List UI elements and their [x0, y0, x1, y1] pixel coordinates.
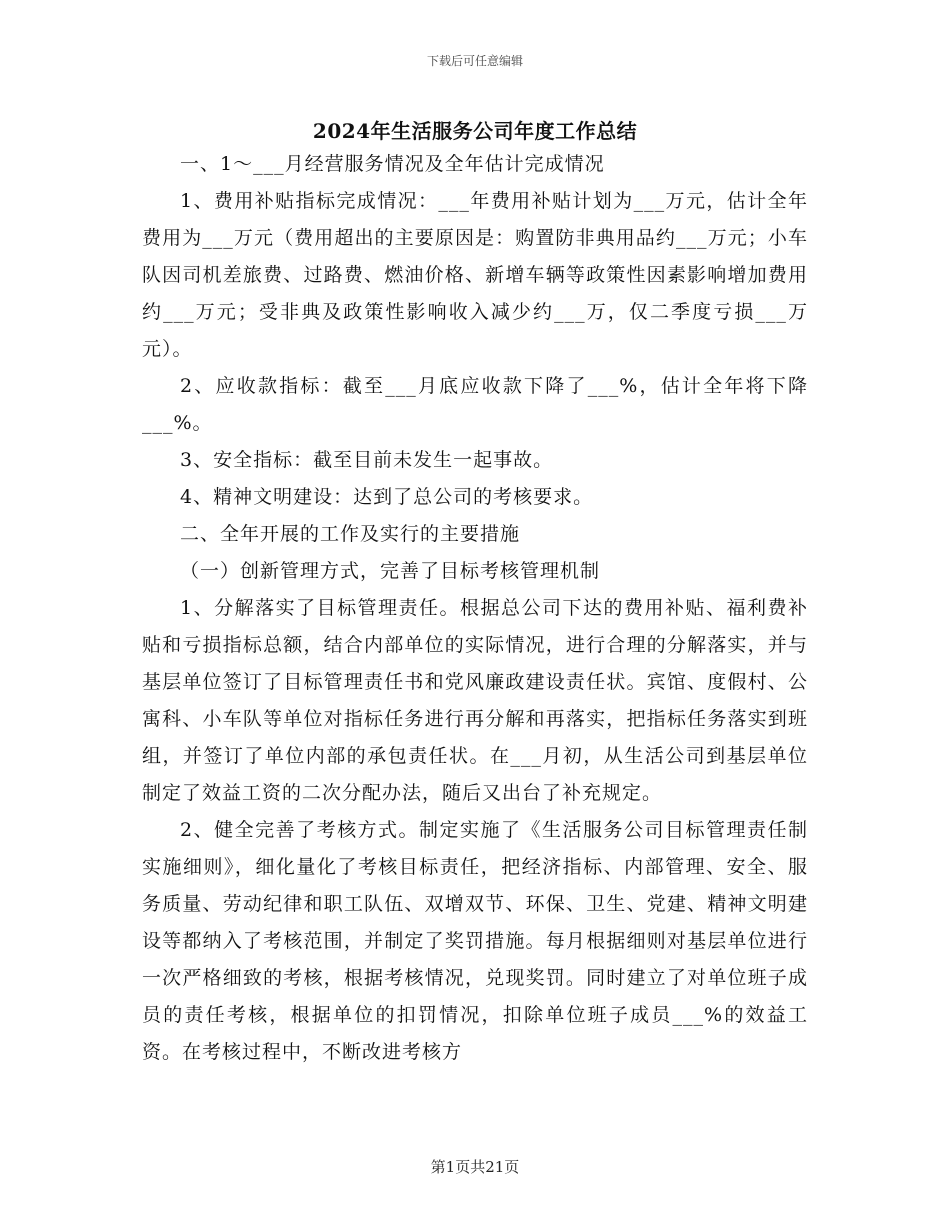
paragraph-receivables: 2、应收款指标：截至___月底应收款下降了___%，估计全年将下降___%。: [142, 375, 808, 434]
page-header-note: 下载后可任意编辑: [426, 54, 523, 68]
section-heading-2: 二、全年开展的工作及实行的主要措施: [180, 523, 521, 545]
paragraph-safety: 3、安全指标：截至目前未发生一起事故。: [180, 449, 554, 471]
paragraph-target-management: 1、分解落实了目标管理责任。根据总公司下达的费用补贴、福利费补贴和亏损指标总额，结合内部单位的实际情况，进行合理的分解落实，并与基层单位签订了目标管理责任书和党风廉政建设责任状。宾馆、度假村、公寓科、小车队等单位对指标任务进行再分解和再落实，把指标任务落实到班组，并签订了单位内部的承包责任状。在___月初，从生活公司到基层单位制定了效益工资的二次分配办法，随后又出台了补充规定。: [142, 597, 808, 804]
section-heading-1: 一、1～___月经营服务情况及全年估计完成情况: [180, 153, 605, 175]
paragraph-civilization: 4、精神文明建设：达到了总公司的考核要求。: [180, 486, 594, 508]
document-title: 2024年生活服务公司年度工作总结: [312, 119, 638, 143]
document-body: [142, 146, 808, 1071]
subsection-heading-1: （一）创新管理方式，完善了目标考核管理机制: [180, 560, 601, 582]
page-number: 第1页共21页: [430, 1158, 520, 1176]
paragraph-assessment-method: 2、健全完善了考核方式。制定实施了《生活服务公司目标管理责任制实施细则》，细化量化了考核目标责任，把经济指标、内部管理、安全、服务质量、劳动纪律和职工队伍、双增双节、环保、卫生、党建、精神文明建设等都纳入了考核范围，并制定了奖罚措施。每月根据细则对基层单位进行一次严格细致的考核，根据考核情况，兑现奖罚。同时建立了对单位班子成员的责任考核，根据单位的扣罚情况，扣除单位班子成员___%的效益工资。在考核过程中，不断改进考核方: [142, 819, 808, 1063]
paragraph-expense-subsidy: 1、费用补贴指标完成情况：___年费用补贴计划为___万元，估计全年费用为___万元（费用超出的主要原因是：购置防非典用品约___万元；小车队因司机差旅费、过路费、燃油价格、新增车辆等政策性因素影响增加费用约___万元；受非典及政策性影响收入减少约___万，仅二季度亏损___万元）。: [142, 190, 808, 360]
